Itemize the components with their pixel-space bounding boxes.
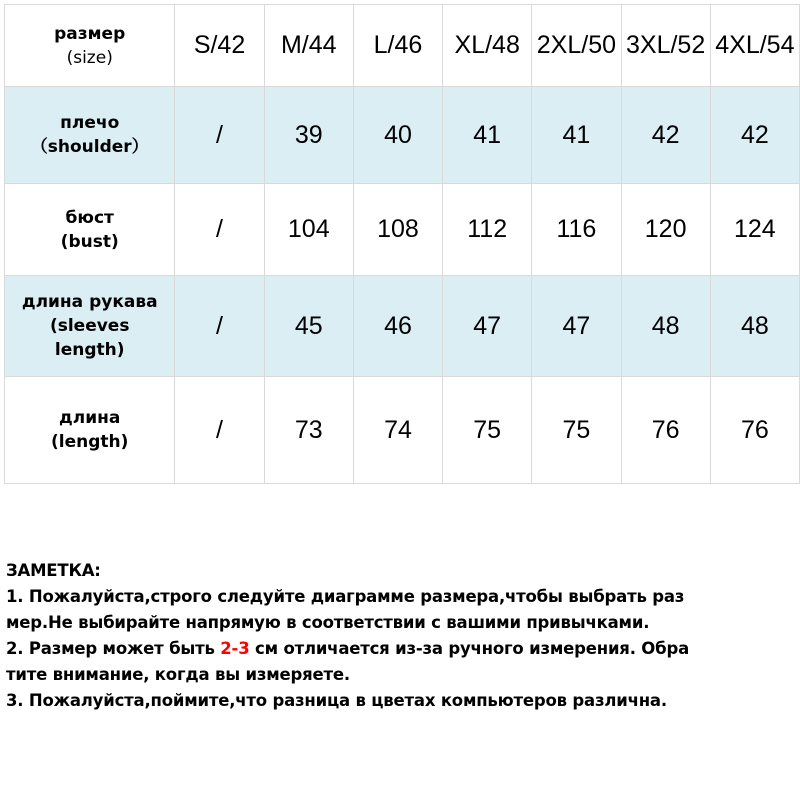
value-cell: 46	[353, 276, 442, 377]
value-cell: 40	[353, 87, 442, 184]
note-2-text-start: 2. Размер может быть	[6, 639, 221, 658]
size-header-cell: 2XL/50	[532, 5, 621, 87]
row-label-cell	[5, 87, 175, 184]
value-cell: 41	[532, 87, 621, 184]
row-label-cell	[5, 184, 175, 276]
value-cell: 48	[710, 276, 799, 377]
row-bust	[5, 184, 800, 276]
note-3: 3. Пожалуйста,поймите,что разница в цветах компьютеров различна.	[6, 691, 667, 710]
value-cell: 42	[621, 87, 710, 184]
row-label-line: (bust)	[60, 231, 119, 252]
row-label-cell	[5, 276, 175, 377]
header-label-ru: размер	[54, 23, 126, 44]
size-header-cell: 4XL/54	[710, 5, 799, 87]
note-2-line-2: тите внимание, когда вы измеряете.	[6, 665, 350, 684]
row-label-line: длина	[59, 408, 121, 428]
header-label-en: (size)	[66, 47, 113, 68]
header-row	[5, 5, 800, 87]
note-1-line-2: мер.Не выбирайте напрямую в соответствии с вашими привычками.	[6, 613, 650, 632]
value-cell: 116	[532, 184, 621, 276]
row-sleeves-length	[5, 276, 800, 377]
value-cell: 112	[443, 184, 532, 276]
value-cell: 76	[621, 377, 710, 484]
value-cell: 75	[443, 377, 532, 484]
note-2-text-end: см отличается из-за ручного измерения. Обра	[249, 639, 690, 658]
value-cell: 42	[710, 87, 799, 184]
size-header-cell: S/42	[175, 5, 264, 87]
row-label-line: (length)	[51, 432, 129, 452]
value-cell: 41	[443, 87, 532, 184]
value-cell: 47	[443, 276, 532, 377]
row-label-line: length)	[54, 340, 125, 360]
row-label-line: длина рукава	[21, 292, 158, 312]
value-cell: 120	[621, 184, 710, 276]
row-label-line: (sleeves	[49, 316, 130, 336]
size-chart-table	[4, 4, 800, 484]
note-2-highlight: 2-3	[220, 639, 250, 658]
row-label-line: плечо	[60, 113, 120, 133]
notes-title: ЗАМЕТКА:	[6, 561, 101, 580]
notes-block	[6, 558, 796, 714]
value-cell: 108	[353, 184, 442, 276]
row-label-line: （shoulder）	[30, 137, 149, 157]
value-cell: 47	[532, 276, 621, 377]
size-header-cell: L/46	[353, 5, 442, 87]
value-cell: /	[175, 87, 264, 184]
size-header-cell: 3XL/52	[621, 5, 710, 87]
value-cell: 48	[621, 276, 710, 377]
size-header-cell: XL/48	[443, 5, 532, 87]
value-cell: /	[175, 377, 264, 484]
note-1	[6, 584, 796, 636]
note-1-line-1: 1. Пожалуйста,строго следуйте диаграмме размера,чтобы выбрать раз	[6, 587, 685, 606]
row-length	[5, 377, 800, 484]
value-cell: /	[175, 184, 264, 276]
value-cell: 124	[710, 184, 799, 276]
value-cell: 75	[532, 377, 621, 484]
value-cell: 39	[264, 87, 353, 184]
header-label-cell	[5, 5, 175, 87]
row-shoulder	[5, 87, 800, 184]
value-cell: /	[175, 276, 264, 377]
value-cell: 74	[353, 377, 442, 484]
row-label-line: бюст	[65, 207, 114, 228]
note-2	[6, 636, 796, 688]
value-cell: 76	[710, 377, 799, 484]
value-cell: 73	[264, 377, 353, 484]
value-cell: 104	[264, 184, 353, 276]
value-cell: 45	[264, 276, 353, 377]
size-header-cell: M/44	[264, 5, 353, 87]
row-label-cell	[5, 377, 175, 484]
